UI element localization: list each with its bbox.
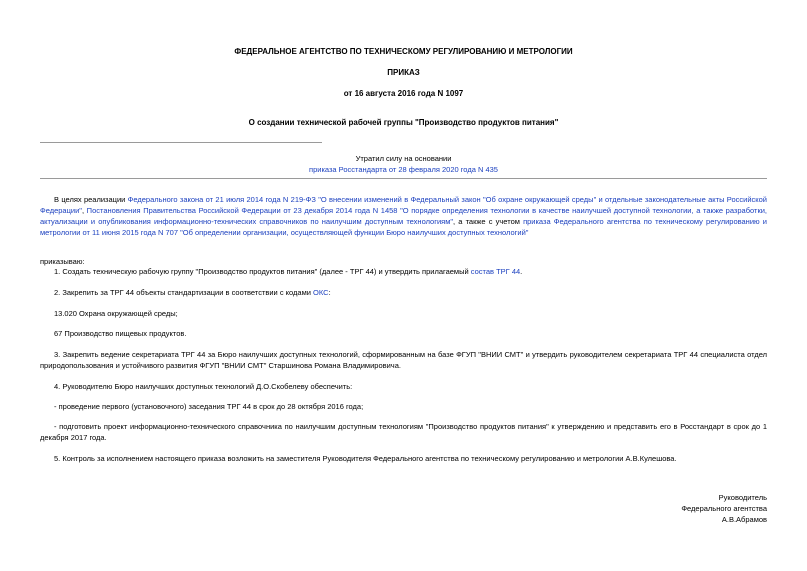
item-4: 4. Руководителю Бюро наилучших доступных технологий Д.О.Скобелеву обеспечить: [54, 382, 353, 391]
federal-law-link[interactable]: Федерального закона от 21 июля 2014 года N 219-ФЗ "О внесении изменений в Федеральный закон "Об охране окружающей среды" и отдельные законодательные акты Российской Федерации" [40, 195, 767, 215]
item-4-b: - подготовить проект информационно-технического справочника по наилучшим доступным технологиям "Производство продуктов питания" к утверждению и представить его в Росстандарт в срок до 1 декабря 2017 года. [40, 422, 767, 442]
divider-long [40, 178, 767, 179]
item-1-end: . [520, 267, 523, 276]
document-date-number: от 16 августа 2016 года N 1097 [343, 89, 464, 98]
item-2-code-2: 67 Производство пищевых продуктов. [54, 329, 187, 338]
signature-name: А.В.Абрамов [721, 515, 767, 524]
document-type: ПРИКАЗ [387, 68, 420, 77]
item-3: 3. Закрепить ведение секретариата ТРГ 44 за Бюро наилучших доступных технологий, сформированным на базе ФГУП "ВНИИ СМТ" и утвердить руководителем секретариата ТРГ 44 специалиста отдел природопользования и устойчивого развития ФГУП "ВНИИ СМТ" Старшинова Романа Владимировича. [40, 350, 767, 370]
preamble-paragraph [40, 194, 767, 238]
item-1 [40, 266, 767, 277]
composition-link[interactable]: состав ТРГ 44 [470, 267, 521, 276]
oks-link[interactable]: ОКС [313, 288, 329, 297]
preamble-text-1: В целях реализации [54, 195, 128, 204]
agency-order-link[interactable]: приказа Федерального агентства по техническому регулированию и метрологии от 11 июня 2015 года N 707 "Об определении организации, осуществляющей функции Бюро наилучших доступных технологий" [40, 217, 767, 237]
item-2-text: 2. Закрепить за ТРГ 44 объекты стандартизации в соответствии с кодами [54, 288, 314, 297]
preamble-text-2: , [81, 206, 87, 215]
government-decree-link[interactable]: Постановления Правительства Российской Федерации от 23 декабря 2014 года N 1458 "О порядке определения технологии в качестве наилучшей доступной технологии, а также разработки, актуализации и опубликования информационно-технических справочников по наилучшим доступным технологиям" [40, 206, 767, 226]
agency-title: ФЕДЕРАЛЬНОЕ АГЕНТСТВО ПО ТЕХНИЧЕСКОМУ РЕГУЛИРОВАНИЮ И МЕТРОЛОГИИ [234, 47, 573, 56]
orders-word: приказываю: [40, 257, 85, 266]
item-2-code-1: 13.020 Охрана окружающей среды; [54, 309, 178, 318]
document-subject: О создании технической рабочей группы "Производство продуктов питания" [248, 118, 559, 127]
signature-agency: Федерального агентства [681, 504, 767, 513]
preamble-text-3: , а также с учетом [453, 217, 524, 226]
signature-position: Руководитель [718, 493, 767, 502]
item-1-text: 1. Создать техническую рабочую группу "Производство продуктов питания" (далее - ТРГ 44) и утвердить прилагаемый [54, 267, 471, 276]
status-link[interactable]: приказа Росстандарта от 28 февраля 2020 года N 435 [309, 165, 498, 174]
status-note: Утратил силу на основании [355, 154, 452, 163]
item-2 [40, 287, 767, 298]
item-2-end: : [328, 288, 331, 297]
item-5: 5. Контроль за исполнением настоящего приказа возложить на заместителя Руководителя Федерального агентства по техническому регулированию и метрологии А.В.Кулешова. [54, 454, 677, 463]
item-4-a: - проведение первого (установочного) заседания ТРГ 44 в срок до 28 октября 2016 года; [54, 402, 364, 411]
divider-short [40, 142, 322, 143]
